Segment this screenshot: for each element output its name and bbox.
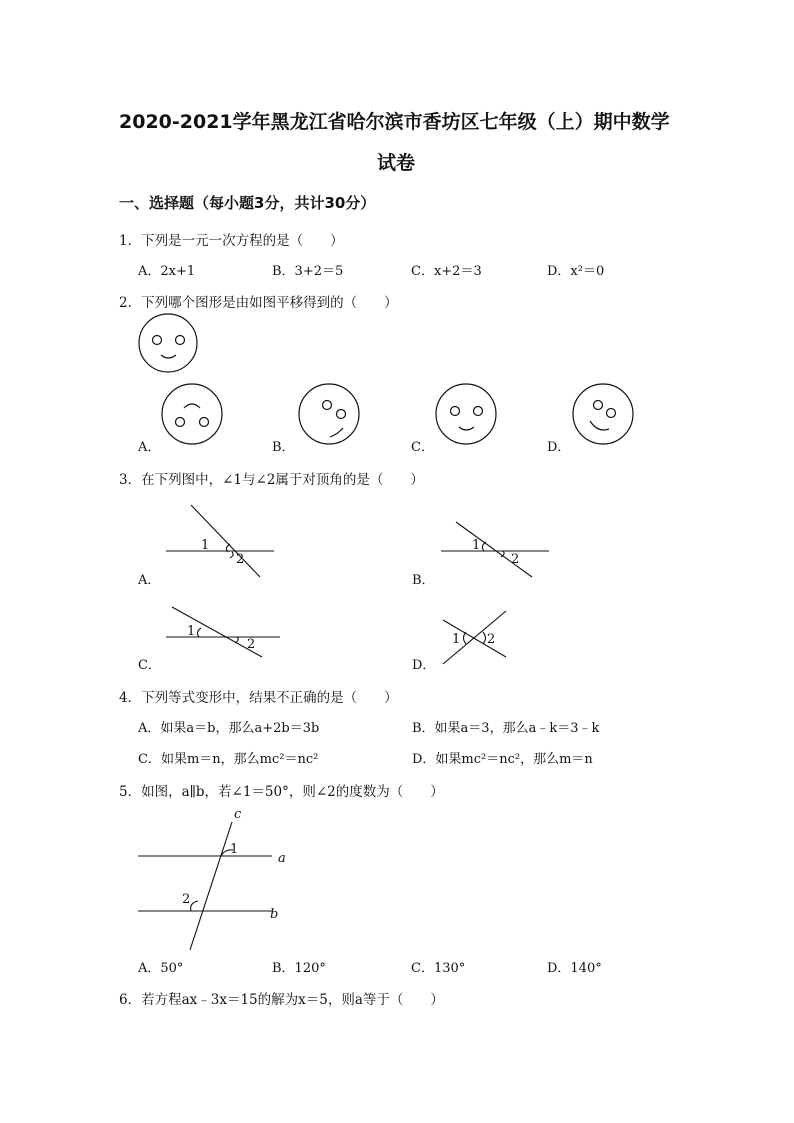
option-c-angle-2-label: 2 bbox=[247, 637, 256, 652]
line-c bbox=[190, 822, 232, 950]
label-a: a bbox=[278, 851, 286, 866]
label-c: c bbox=[234, 807, 242, 822]
question-1-option-c: C．x+2＝3 bbox=[411, 264, 482, 279]
option-d-angle-1-label: 1 bbox=[452, 632, 461, 647]
question-1-stem: 1．下列是一元一次方程的是（ ） bbox=[119, 233, 344, 249]
option-d-angle-2-label: 2 bbox=[487, 632, 496, 647]
question-5-option-a: A．50° bbox=[138, 961, 184, 976]
question-2-option-b: B． bbox=[272, 440, 295, 455]
page-title-line2: 试卷 bbox=[377, 152, 416, 174]
option-c-angle-1-label: 1 bbox=[187, 624, 196, 639]
question-3-option-a: A． bbox=[138, 573, 161, 588]
angle-2-arc bbox=[191, 901, 198, 911]
option-b-angle-1-label: 1 bbox=[472, 538, 481, 553]
question-1-option-b: B．3+2＝5 bbox=[272, 264, 344, 279]
option-b-angle-2-label: 2 bbox=[511, 552, 520, 567]
question-5-stem: 5．如图，a∥b，若∠1＝50°，则∠2的度数为（ ） bbox=[119, 784, 444, 800]
question-4-option-c: C．如果m＝n，那么mc²＝nc² bbox=[138, 752, 319, 767]
section-heading: 一、选择题（每小题3分，共计30分） bbox=[119, 194, 376, 212]
label-b: b bbox=[270, 907, 279, 922]
question-4-stem: 4．下列等式变形中，结果不正确的是（ ） bbox=[119, 690, 398, 706]
question-2-option-d: D． bbox=[547, 440, 571, 455]
option-a-angle-1-label: 1 bbox=[201, 538, 210, 553]
question-3-option-c: C． bbox=[138, 658, 161, 673]
question-2-option-a: A． bbox=[138, 440, 161, 455]
question-5-option-c: C．130° bbox=[411, 961, 466, 976]
question-2-stem: 2．下列哪个图形是由如图平移得到的（ ） bbox=[119, 295, 398, 311]
page-title: 2020-2021学年黑龙江省哈尔滨市香坊区七年级（上）期中数学 bbox=[119, 111, 670, 133]
question-3-option-b: B． bbox=[412, 573, 435, 588]
question-3-stem: 3．在下列图中，∠1与∠2属于对顶角的是（ ） bbox=[119, 472, 424, 488]
question-2-option-c: C． bbox=[411, 440, 434, 455]
question-3-option-d: D． bbox=[412, 658, 436, 673]
question-4-option-b: B．如果a＝3，那么a﹣k＝3﹣k bbox=[412, 721, 600, 736]
question-4-option-d: D．如果mc²＝nc²，那么m＝n bbox=[412, 752, 593, 767]
question-5-option-d: D．140° bbox=[547, 961, 602, 976]
label-angle-2: 2 bbox=[182, 892, 191, 907]
question-1-option-a: A．2x+1 bbox=[138, 264, 196, 279]
option-a-angle-2-label: 2 bbox=[236, 552, 245, 567]
label-angle-1: 1 bbox=[230, 842, 239, 857]
question-6-stem: 6．若方程ax﹣3x＝15的解为x＝5，则a等于（ ） bbox=[119, 992, 444, 1008]
question-1-option-d: D．x²＝0 bbox=[547, 264, 605, 279]
question-5-option-b: B．120° bbox=[272, 961, 326, 976]
question-4-option-a: A．如果a＝b，那么a+2b＝3b bbox=[138, 721, 320, 736]
